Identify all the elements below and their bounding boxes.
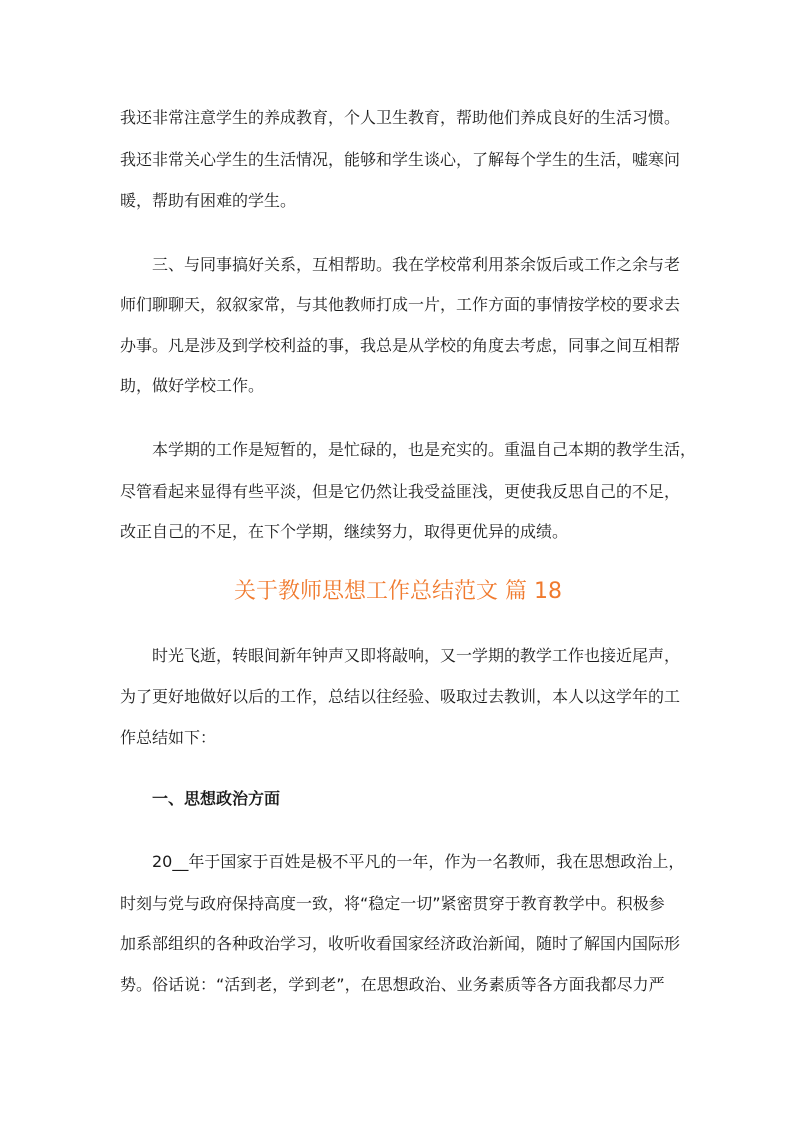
paragraph-line: 我还非常注意学生的养成教育，个人卫生教育，帮助他们养成良好的生活习惯。 — [120, 108, 681, 127]
paragraph-line: 师们聊聊天，叙叙家常，与其他教师打成一片，工作方面的事情按学校的要求去 — [120, 295, 681, 314]
paragraph-line: 20__年于国家于百姓是极不平凡的一年，作为一名教师，我在思想政治上， — [152, 852, 685, 871]
paragraph-line: 为了更好地做好以后的工作，总结以往经验、吸取过去教训，本人以这学年的工 — [120, 687, 681, 706]
paragraph-line: 加系部组织的各种政治学习，收听收看国家经济政治新闻，随时了解国内国际形 — [120, 934, 681, 953]
paragraph-line: 势。俗话说：“活到老，学到老”，在思想政治、业务素质等各方面我都尽力严 — [120, 975, 665, 994]
paragraph-line: 时光飞逝，转眼间新年钟声又即将敲响，又一学期的教学工作也接近尾声， — [152, 646, 681, 665]
section-heading: 一、思想政治方面 — [152, 789, 281, 808]
paragraph-line: 暖，帮助有困难的学生。 — [120, 191, 297, 210]
paragraph-line: 改正自己的不足，在下个学期，继续努力，取得更优异的成绩。 — [120, 522, 569, 541]
paragraph-line: 助，做好学校工作。 — [120, 376, 265, 395]
paragraph-line: 尽管看起来显得有些平淡，但是它仍然让我受益匪浅，更使我反思自己的不足， — [120, 482, 681, 501]
paragraph-line: 我还非常关心学生的生活情况，能够和学生谈心，了解每个学生的生活，嘘寒问 — [120, 150, 681, 169]
paragraph-line: 办事。凡是涉及到学校利益的事，我总是从学校的角度去考虑，同事之间互相帮 — [120, 336, 681, 355]
paragraph-line: 本学期的工作是短暂的，是忙碌的，也是充实的。重温自己本期的教学生活， — [152, 440, 697, 459]
paragraph-line: 作总结如下： — [120, 728, 217, 747]
paragraph-line: 三、与同事搞好关系，互相帮助。我在学校常利用茶余饭后或工作之余与老 — [152, 255, 681, 274]
paragraph-line: 时刻与党与政府保持高度一致，将“稳定一切”紧密贯穿于教育教学中。积极参 — [120, 894, 665, 913]
article-title: 关于教师思想工作总结范文 篇 18 — [234, 579, 562, 604]
